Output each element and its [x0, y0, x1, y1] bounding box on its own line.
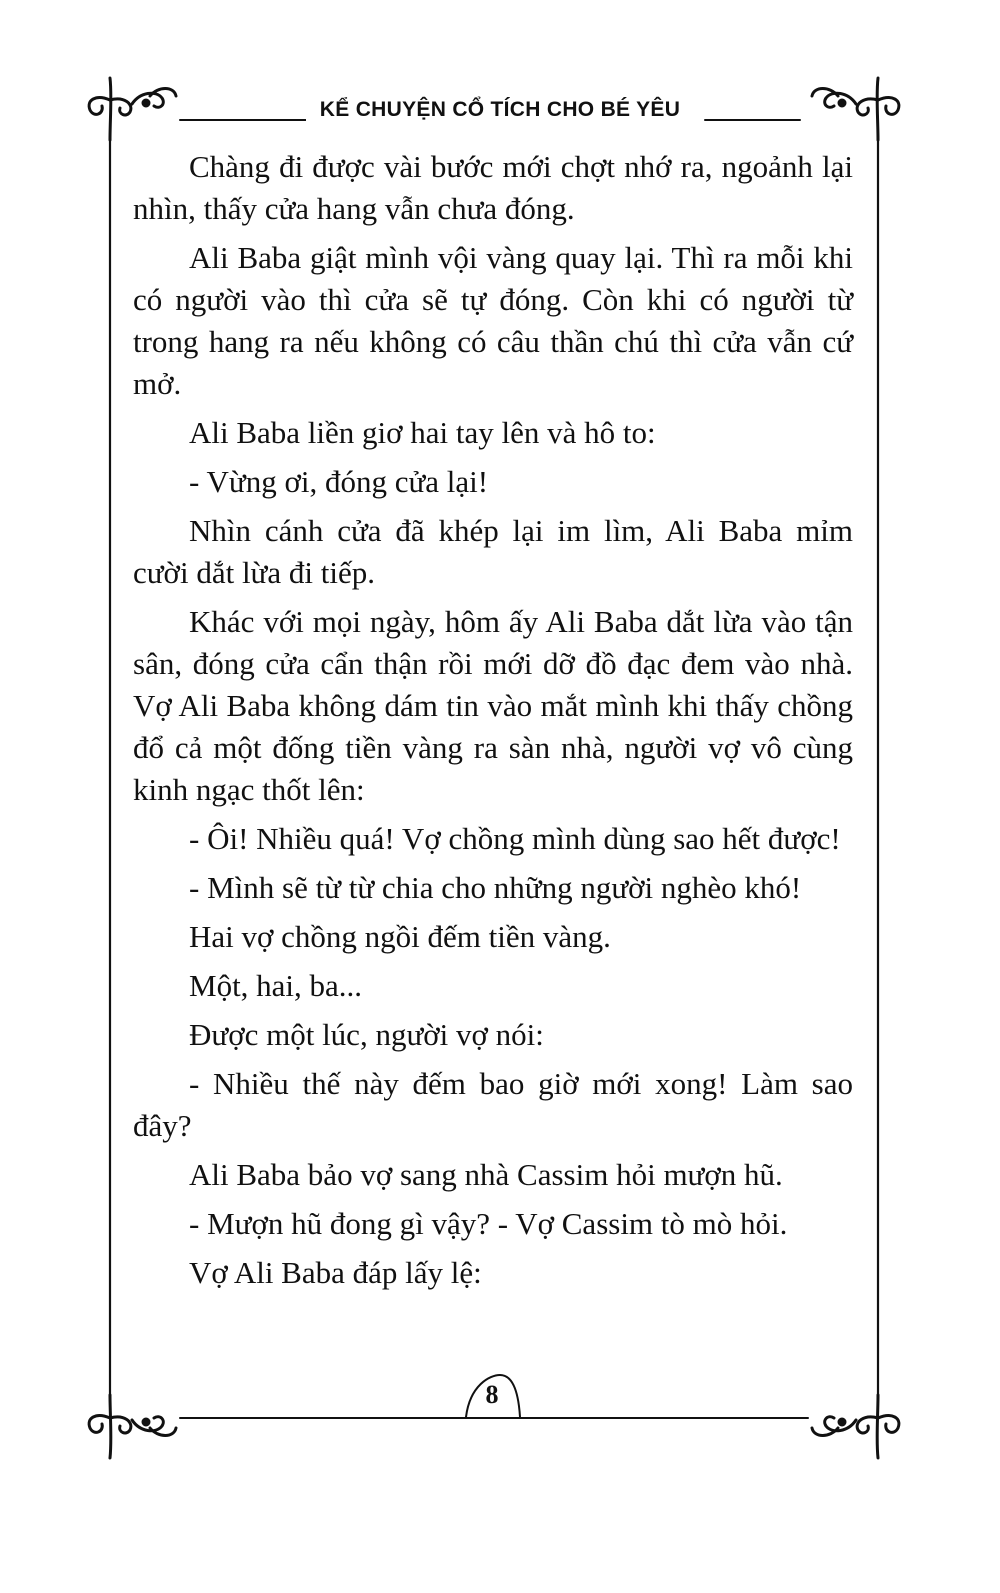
bottom-right-ornament	[812, 1395, 899, 1458]
bottom-left-ornament	[89, 1395, 176, 1458]
paragraph: Nhìn cánh cửa đã khép lại im lìm, Ali Baba mỉm cười dắt lừa đi tiếp.	[133, 513, 853, 590]
paragraph: - Nhiều thế này đếm bao giờ mới xong! Làm sao đây?	[133, 1066, 853, 1143]
paragraph: - Vừng ơi, đóng cửa lại!	[189, 464, 489, 499]
running-header-text: KỂ CHUYỆN CỔ TÍCH CHO BÉ YÊU	[306, 98, 694, 121]
paragraph: - Ôi! Nhiều quá! Vợ chồng mình dùng sao hết được!	[189, 821, 841, 856]
paragraph: - Mượn hũ đong gì vậy? - Vợ Cassim tò mò hỏi.	[189, 1206, 788, 1241]
paragraph: Được một lúc, người vợ nói:	[189, 1017, 544, 1052]
page-number: 8	[485, 1380, 499, 1409]
running-header	[0, 98, 1000, 122]
paragraph: Một, hai, ba...	[189, 968, 363, 1003]
paragraph: Ali Baba giật mình vội vàng quay lại. Thì ra mỗi khi có người vào thì cửa sẽ tự đóng. Còn khi có người từ trong hang ra nếu không có câu thần chú thì cửa vẫn cứ mở.	[133, 240, 853, 401]
paragraph: Chàng đi được vài bước mới chợt nhớ ra, ngoảnh lại nhìn, thấy cửa hang vẫn chưa đóng.	[133, 149, 853, 226]
paragraph: Khác với mọi ngày, hôm ấy Ali Baba dắt lừa vào tận sân, đóng cửa cẩn thận rồi mới dỡ đồ đạc đem vào nhà. Vợ Ali Baba không dám tin vào mắt mình khi thấy chồng đổ cả một đống tiền vàng ra sàn nhà, người vợ vô cùng kinh ngạc thốt lên:	[133, 604, 853, 807]
paragraph: - Mình sẽ từ từ chia cho những người nghèo khó!	[189, 870, 802, 905]
story-text	[133, 146, 853, 1301]
paragraph: Vợ Ali Baba đáp lấy lệ:	[189, 1255, 482, 1290]
paragraph: Ali Baba bảo vợ sang nhà Cassim hỏi mượn hũ.	[189, 1157, 783, 1192]
paragraph: Ali Baba liền giơ hai tay lên và hô to:	[189, 415, 656, 450]
paragraph: Hai vợ chồng ngồi đếm tiền vàng.	[189, 919, 611, 954]
